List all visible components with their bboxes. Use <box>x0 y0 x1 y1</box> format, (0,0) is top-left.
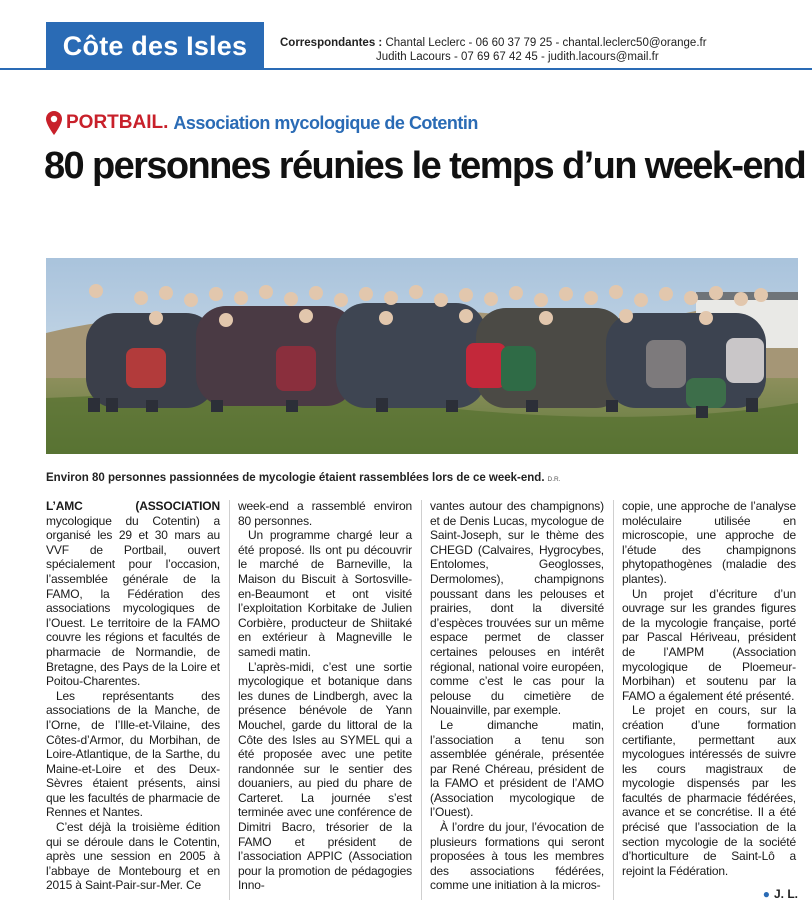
kicker <box>46 109 478 137</box>
caption-text: Environ 80 personnes passionnées de mycologie étaient rassemblées lors de ce week-end. <box>46 472 545 484</box>
article-p6: L’après-midi, c’est une sortie mycologique et botanique dans les dunes de Lindbergh, avec la présence bénévole de Yann Mouchel, garde du littoral de la Côte des Isles au SYMEL qui a été proposée avec une petite randonnée sur le sentier des douaniers, au pied du phare de Carteret. La journée s’est terminée avec une conférence de Dimitri Bacro, trésorier de la FAMO et président de l’association APPIC (Association pour la promotion de pédagogies Inno- <box>238 659 412 893</box>
article-p7: vantes autour des champignons) et de Denis Lucas, mycologue de Saint-Joseph, sur le thème des CHEGD (Calvaires, Hygrocybes, Entolomes, Geoglosses, Dermolomes), champignons poussant dans les pelouses et prairies, dont la diversité d’espèces trouvées sur un même espace permet de classer certaines pelouses en intérêt régional, national voire européen, comme c’est le cas pour la pelouse du cimetière de Nouainville, par exemple. <box>430 499 604 718</box>
column-divider <box>421 500 422 900</box>
kicker-association: Association mycologique de Cotentin <box>173 112 478 133</box>
article-p12: Le projet en cours, sur la création d’une formation certifiante, permettant aux mycologues intéressés de suivre les cours magistraux de mycologie dispensés par les facultés de pharmacie fédérées, avance et se concrétise. Il a été précisé que l’association de la section mycologie de la société d’horticulture de Saint-Lô a rejoint la Fédération. <box>622 703 796 878</box>
article-column-1 <box>46 499 220 893</box>
article-column-4 <box>622 499 796 878</box>
signature-text: J. L. <box>773 887 798 901</box>
page-header <box>0 0 812 74</box>
article-p10: copie, une approche de l’analyse moléculaire utilisée en microscopie, une approche de l’étude des champignons phytopathogènes (maladie des plantes). <box>622 499 796 586</box>
correspondents <box>280 36 707 64</box>
correspondent-2: Judith Lacours - 07 69 67 42 45 - judith.lacours@mail.fr <box>376 51 659 63</box>
correspondents-label: Correspondantes : <box>280 37 383 49</box>
article-column-3 <box>430 499 604 893</box>
author-signature <box>763 887 798 901</box>
location-pin-icon <box>46 111 62 135</box>
kicker-place: PORTBAIL. <box>66 112 169 133</box>
article-p1: mycologique du Cotentin) a organisé les 29 et 30 mars au VVF de Portbail, ouvert spécialement pour l’occasion, l’assemblée générale de la FAMO, la Fédération des associations mycologiques de l’Ouest. Le territoire de la FAMO couvre les régions et facultés de pharmacie de Normandie, de Bretagne, des Pays de la Loire et Poitou-Charentes. <box>46 513 220 689</box>
article-p11: Un projet d’écriture d’un ouvrage sur les grandes figures de la mycologie française, porté par Pascal Hériveau, président de l’AMPM (Association mycologique de Ploemeur-Morbihan) et soutenu par la FAMO a également été présenté. <box>622 586 796 703</box>
photo-caption <box>46 472 561 484</box>
bullet-icon: ● <box>762 887 770 901</box>
headline: 80 personnes réunies le temps d’un week-end <box>44 145 806 187</box>
article-p9: À l’ordre du jour, l’évocation de plusieurs formations qui seront proposées à tous les membres des associations fédérées, comme une initiation à la micros- <box>430 820 604 893</box>
article-p2: Les représentants des associations de la Manche, de l’Orne, de l’Ille-et-Vilaine, des Côtes-d’Armor, du Morbihan, de Loire-Atlantique, de la Sarthe, du Maine-et-Loire et des Deux-Sèvres étaient présents, ainsi que les facultés de pharmacie de Rennes et Nantes. <box>46 688 220 820</box>
article-p3: C’est déjà la troisième édition qui se déroule dans le Cotentin, après une session en 2005 à l’abbaye de Montebourg et en 2015 à Saint-Pair-sur-Mer. Ce <box>46 820 220 893</box>
column-divider <box>613 500 614 900</box>
section-title: Côte des Isles <box>46 22 264 70</box>
correspondent-1: Chantal Leclerc - 06 60 37 79 25 - chantal.leclerc50@orange.fr <box>385 37 707 49</box>
article-lead: L’AMC (ASSOCIATION <box>46 499 220 513</box>
article-p4: week-end a rassemblé environ 80 personnes. <box>238 499 412 528</box>
column-divider <box>229 500 230 900</box>
group-photo <box>46 258 798 454</box>
article-p8: Le dimanche matin, l’association a tenu son assemblée générale, présentée par René Chéreau, président de la FAMO et président de l’AMO (Association mycologique de l’Ouest). <box>430 717 604 820</box>
group-photo-illustration <box>46 258 798 454</box>
photo-credit: D.R. <box>547 476 561 483</box>
article-paragraph <box>46 499 220 689</box>
article-column-2 <box>238 499 412 893</box>
header-rule <box>0 68 812 70</box>
article-p5: Un programme chargé leur a été proposé. Ils ont pu découvrir le marché de Barneville, la Maison du Biscuit à Sortosville-en-Beaumont et ont visité l’exploitation Korbitake de Julien Corbière, producteur de Shiitaké en extérieur à Magneville le samedi matin. <box>238 528 412 659</box>
